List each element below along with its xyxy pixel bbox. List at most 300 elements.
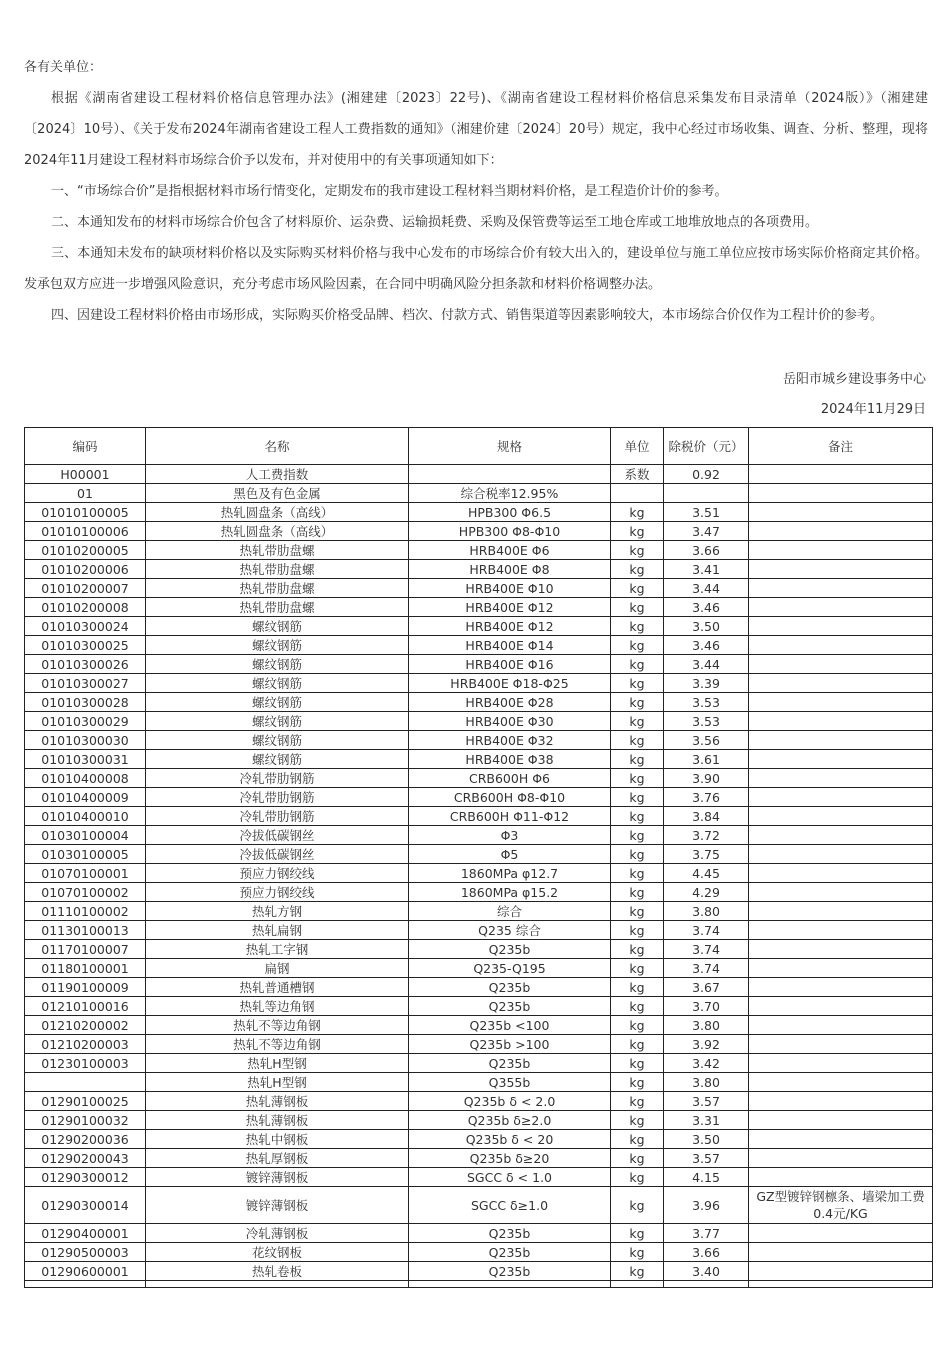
cell-spec: HRB400E Φ32 xyxy=(409,731,611,750)
cell-note xyxy=(749,731,933,750)
table-row xyxy=(25,674,933,693)
table-row xyxy=(25,1262,933,1281)
cell-unit: kg xyxy=(611,1224,664,1243)
cell-name: 热轧不等边角钢 xyxy=(146,1016,409,1035)
cell-price: 3.74 xyxy=(664,959,749,978)
cell-note: GZ型镀锌钢檩条、墙梁加工费0.4元/KG xyxy=(749,1187,933,1224)
header-name: 名称 xyxy=(146,428,409,465)
table-row xyxy=(25,1149,933,1168)
cell-code: 01210200002 xyxy=(25,1016,146,1035)
cell-price: 3.44 xyxy=(664,655,749,674)
cell-spec: Q235b xyxy=(409,1224,611,1243)
cell-code: 01290100025 xyxy=(25,1092,146,1111)
cell-unit: kg xyxy=(611,978,664,997)
cell-price: 3.57 xyxy=(664,1149,749,1168)
cell-note xyxy=(749,503,933,522)
cell-code: 01010200008 xyxy=(25,598,146,617)
empty-cell xyxy=(409,1281,611,1288)
cell-unit: kg xyxy=(611,1243,664,1262)
table-row xyxy=(25,1054,933,1073)
cell-code: 01290500003 xyxy=(25,1243,146,1262)
cell-spec: HRB400E Φ6 xyxy=(409,541,611,560)
cell-name: 扁钢 xyxy=(146,959,409,978)
cell-unit: kg xyxy=(611,560,664,579)
header-unit: 单位 xyxy=(611,428,664,465)
paragraph-item-4: 四、因建设工程材料价格由市场形成，实际购买价格受品牌、档次、付款方式、销售渠道等因素影响较大，本市场综合价仅作为工程计价的参考。 xyxy=(51,308,884,323)
cell-unit: kg xyxy=(611,598,664,617)
cell-unit: kg xyxy=(611,712,664,731)
cell-price: 3.42 xyxy=(664,1054,749,1073)
issue-date: 2024年11月29日 xyxy=(820,402,926,417)
cell-price: 3.50 xyxy=(664,1130,749,1149)
table-row xyxy=(25,522,933,541)
cell-name: 花纹钢板 xyxy=(146,1243,409,1262)
cell-code: 01070100001 xyxy=(25,864,146,883)
cell-spec: HRB400E Φ12 xyxy=(409,617,611,636)
cell-code: 01 xyxy=(25,484,146,503)
cell-unit: kg xyxy=(611,1187,664,1224)
table-row xyxy=(25,598,933,617)
cell-note xyxy=(749,1130,933,1149)
cell-name: 冷拔低碳钢丝 xyxy=(146,845,409,864)
cell-unit: kg xyxy=(611,1016,664,1035)
cell-note xyxy=(749,655,933,674)
cell-code: 01290200043 xyxy=(25,1149,146,1168)
cell-unit: kg xyxy=(611,902,664,921)
cell-spec: Q235b >100 xyxy=(409,1035,611,1054)
header-code: 编码 xyxy=(25,428,146,465)
cell-code: H00001 xyxy=(25,465,146,484)
cell-spec: 1860MPa φ12.7 xyxy=(409,864,611,883)
cell-name: 螺纹钢筋 xyxy=(146,693,409,712)
cell-note xyxy=(749,1016,933,1035)
cell-price: 3.50 xyxy=(664,617,749,636)
cell-price: 3.40 xyxy=(664,1262,749,1281)
empty-cell xyxy=(749,1281,933,1288)
cell-note xyxy=(749,864,933,883)
cell-unit xyxy=(611,484,664,503)
cell-spec: Φ5 xyxy=(409,845,611,864)
cell-name: 冷轧带肋钢筋 xyxy=(146,788,409,807)
cell-code: 01290200036 xyxy=(25,1130,146,1149)
cell-spec: CRB600H Φ8-Φ10 xyxy=(409,788,611,807)
cell-name: 螺纹钢筋 xyxy=(146,617,409,636)
cell-unit: kg xyxy=(611,1073,664,1092)
cell-code: 01010300025 xyxy=(25,636,146,655)
cell-price: 3.53 xyxy=(664,712,749,731)
cell-price: 3.31 xyxy=(664,1111,749,1130)
cell-price: 3.57 xyxy=(664,1092,749,1111)
cell-spec: Q235b xyxy=(409,940,611,959)
cell-note xyxy=(749,1243,933,1262)
cell-code: 01290600001 xyxy=(25,1262,146,1281)
cell-price: 3.46 xyxy=(664,636,749,655)
table-row xyxy=(25,655,933,674)
cell-name: 热轧卷板 xyxy=(146,1262,409,1281)
cell-code: 01210200003 xyxy=(25,1035,146,1054)
table-row xyxy=(25,560,933,579)
cell-code: 01070100002 xyxy=(25,883,146,902)
cell-unit: kg xyxy=(611,693,664,712)
cell-code: 01010300028 xyxy=(25,693,146,712)
cell-code: 01290300014 xyxy=(25,1187,146,1224)
cell-name: 冷轧薄钢板 xyxy=(146,1224,409,1243)
cell-spec: HRB400E Φ38 xyxy=(409,750,611,769)
cell-note xyxy=(749,541,933,560)
cell-name: 冷轧带肋钢筋 xyxy=(146,769,409,788)
cell-price: 3.80 xyxy=(664,1073,749,1092)
cell-code: 01010400009 xyxy=(25,788,146,807)
cell-spec xyxy=(409,465,611,484)
cell-code: 01170100007 xyxy=(25,940,146,959)
cell-price: 3.72 xyxy=(664,826,749,845)
cell-unit: kg xyxy=(611,1092,664,1111)
paragraph-item-3: 三、本通知未发布的缺项材料价格以及实际购买材料价格与我中心发布的市场综合价有较大出入的，建设单位与施工单位应按市场实际价格商定其价格。发承包双方应进一步增强风险意识，充分考虑市场风险因素，在合同中明确风险分担条款和材料价格调整办法。 xyxy=(24,246,928,292)
cell-name: 镀锌薄钢板 xyxy=(146,1187,409,1224)
cell-spec: Q235b xyxy=(409,997,611,1016)
cell-code: 01190100009 xyxy=(25,978,146,997)
table-row xyxy=(25,1035,933,1054)
cell-code: 01130100013 xyxy=(25,921,146,940)
cell-price xyxy=(664,484,749,503)
cell-spec: HRB400E Φ8 xyxy=(409,560,611,579)
table-row xyxy=(25,484,933,503)
cell-spec: HPB300 Φ6.5 xyxy=(409,503,611,522)
cell-name: 热轧等边角钢 xyxy=(146,997,409,1016)
table-row xyxy=(25,750,933,769)
cell-spec: SGCC δ≥1.0 xyxy=(409,1187,611,1224)
cell-price: 3.80 xyxy=(664,1016,749,1035)
cell-spec: HRB400E Φ12 xyxy=(409,598,611,617)
cell-name: 热轧圆盘条（高线） xyxy=(146,522,409,541)
table-row xyxy=(25,1187,933,1224)
cell-code: 01180100001 xyxy=(25,959,146,978)
cell-note xyxy=(749,997,933,1016)
cell-unit: kg xyxy=(611,1262,664,1281)
cell-note xyxy=(749,674,933,693)
cell-code: 01010300024 xyxy=(25,617,146,636)
cell-note xyxy=(749,769,933,788)
table-row xyxy=(25,1073,933,1092)
cell-code: 01290100032 xyxy=(25,1111,146,1130)
cell-unit: kg xyxy=(611,636,664,655)
empty-cell xyxy=(146,1281,409,1288)
cell-price: 3.76 xyxy=(664,788,749,807)
cell-code: 01010200005 xyxy=(25,541,146,560)
cell-spec: Q235b δ < 20 xyxy=(409,1130,611,1149)
table-row xyxy=(25,769,933,788)
cell-note xyxy=(749,826,933,845)
cell-price: 3.96 xyxy=(664,1187,749,1224)
cell-name: 人工费指数 xyxy=(146,465,409,484)
cell-price: 3.39 xyxy=(664,674,749,693)
cell-name: 热轧中钢板 xyxy=(146,1130,409,1149)
cell-note xyxy=(749,845,933,864)
paragraph-item-2: 二、本通知发布的材料市场综合价包含了材料原价、运杂费、运输损耗费、采购及保管费等运至工地仓库或工地堆放地点的各项费用。 xyxy=(51,215,819,230)
cell-unit: kg xyxy=(611,1035,664,1054)
table-row xyxy=(25,997,933,1016)
cell-unit: kg xyxy=(611,579,664,598)
cell-price: 0.92 xyxy=(664,465,749,484)
table-row xyxy=(25,1168,933,1187)
cell-spec: 1860MPa φ15.2 xyxy=(409,883,611,902)
cell-name: 热轧方钢 xyxy=(146,902,409,921)
cell-name: 黑色及有色金属 xyxy=(146,484,409,503)
table-row xyxy=(25,465,933,484)
cell-code: 01010400008 xyxy=(25,769,146,788)
cell-note xyxy=(749,579,933,598)
table-row xyxy=(25,978,933,997)
table-row xyxy=(25,503,933,522)
cell-note xyxy=(749,1224,933,1243)
cell-name: 预应力钢绞线 xyxy=(146,883,409,902)
cell-spec: Q235b xyxy=(409,1262,611,1281)
cell-code: 01110100002 xyxy=(25,902,146,921)
cell-note xyxy=(749,636,933,655)
cell-note xyxy=(749,940,933,959)
table-row xyxy=(25,541,933,560)
cell-note xyxy=(749,522,933,541)
empty-cell xyxy=(25,1281,146,1288)
cell-unit: kg xyxy=(611,807,664,826)
cell-unit: kg xyxy=(611,655,664,674)
table-row xyxy=(25,883,933,902)
table-row xyxy=(25,693,933,712)
cell-code: 01010400010 xyxy=(25,807,146,826)
cell-spec: HRB400E Φ16 xyxy=(409,655,611,674)
cell-unit: kg xyxy=(611,959,664,978)
table-row xyxy=(25,788,933,807)
issuing-organization: 岳阳市城乡建设事务中心 xyxy=(782,372,926,387)
paragraph-item-1: 一、“市场综合价”是指根据材料市场行情变化，定期发布的我市建设工程材料当期材料价格，是工程造价计价的参考。 xyxy=(51,184,728,199)
table-row xyxy=(25,845,933,864)
cell-price: 3.51 xyxy=(664,503,749,522)
cell-unit: kg xyxy=(611,617,664,636)
cell-spec: SGCC δ < 1.0 xyxy=(409,1168,611,1187)
table-row xyxy=(25,826,933,845)
cell-unit: kg xyxy=(611,997,664,1016)
cell-note xyxy=(749,1035,933,1054)
cell-unit: kg xyxy=(611,826,664,845)
cell-price: 3.56 xyxy=(664,731,749,750)
cell-spec: HPB300 Φ8-Φ10 xyxy=(409,522,611,541)
cell-spec: Q235-Q195 xyxy=(409,959,611,978)
cell-code: 01030100005 xyxy=(25,845,146,864)
cell-name: 热轧厚钢板 xyxy=(146,1149,409,1168)
cell-code: 01010300031 xyxy=(25,750,146,769)
cell-unit: kg xyxy=(611,731,664,750)
cell-note xyxy=(749,750,933,769)
empty-cell xyxy=(664,1281,749,1288)
cell-unit: kg xyxy=(611,788,664,807)
cell-spec: HRB400E Φ28 xyxy=(409,693,611,712)
cell-name: 热轧薄钢板 xyxy=(146,1111,409,1130)
cell-name: 热轧工字钢 xyxy=(146,940,409,959)
header-spec: 规格 xyxy=(409,428,611,465)
cell-price: 3.90 xyxy=(664,769,749,788)
table-row xyxy=(25,864,933,883)
cell-price: 3.80 xyxy=(664,902,749,921)
cell-note xyxy=(749,1111,933,1130)
cell-code xyxy=(25,1073,146,1092)
cell-price: 4.15 xyxy=(664,1168,749,1187)
cell-price: 3.92 xyxy=(664,1035,749,1054)
table-row-continuation xyxy=(25,1281,933,1288)
cell-name: 热轧圆盘条（高线） xyxy=(146,503,409,522)
cell-spec: Q235b <100 xyxy=(409,1016,611,1035)
cell-price: 3.67 xyxy=(664,978,749,997)
cell-spec: HRB400E Φ18-Φ25 xyxy=(409,674,611,693)
table-row xyxy=(25,1243,933,1262)
cell-code: 01010100006 xyxy=(25,522,146,541)
cell-name: 热轧薄钢板 xyxy=(146,1092,409,1111)
cell-price: 4.29 xyxy=(664,883,749,902)
cell-code: 01010300027 xyxy=(25,674,146,693)
cell-spec: CRB600H Φ6 xyxy=(409,769,611,788)
cell-code: 01030100004 xyxy=(25,826,146,845)
header-note: 备注 xyxy=(749,428,933,465)
cell-name: 热轧带肋盘螺 xyxy=(146,560,409,579)
cell-name: 螺纹钢筋 xyxy=(146,750,409,769)
cell-price: 3.75 xyxy=(664,845,749,864)
table-row xyxy=(25,921,933,940)
table-row xyxy=(25,1224,933,1243)
cell-spec: Q235b δ≥20 xyxy=(409,1149,611,1168)
cell-note xyxy=(749,959,933,978)
cell-price: 3.77 xyxy=(664,1224,749,1243)
cell-name: 热轧H型钢 xyxy=(146,1073,409,1092)
table-row xyxy=(25,617,933,636)
table-row xyxy=(25,636,933,655)
cell-price: 3.66 xyxy=(664,541,749,560)
cell-spec: 综合税率12.95% xyxy=(409,484,611,503)
salutation: 各有关单位： xyxy=(24,60,103,75)
table-row xyxy=(25,807,933,826)
cell-price: 4.45 xyxy=(664,864,749,883)
cell-note xyxy=(749,1073,933,1092)
cell-code: 01010300026 xyxy=(25,655,146,674)
cell-name: 预应力钢绞线 xyxy=(146,864,409,883)
cell-unit: kg xyxy=(611,921,664,940)
cell-code: 01010200007 xyxy=(25,579,146,598)
cell-price: 3.70 xyxy=(664,997,749,1016)
table-header-row xyxy=(25,428,933,465)
cell-price: 3.44 xyxy=(664,579,749,598)
cell-price: 3.74 xyxy=(664,921,749,940)
cell-note xyxy=(749,1149,933,1168)
cell-note xyxy=(749,807,933,826)
cell-unit: kg xyxy=(611,1111,664,1130)
notice-body xyxy=(24,52,928,331)
cell-name: 热轧普通槽钢 xyxy=(146,978,409,997)
cell-unit: kg xyxy=(611,522,664,541)
cell-unit: kg xyxy=(611,1130,664,1149)
cell-spec: HRB400E Φ30 xyxy=(409,712,611,731)
cell-price: 3.66 xyxy=(664,1243,749,1262)
cell-spec: Φ3 xyxy=(409,826,611,845)
cell-name: 螺纹钢筋 xyxy=(146,674,409,693)
cell-spec: CRB600H Φ11-Φ12 xyxy=(409,807,611,826)
cell-price: 3.84 xyxy=(664,807,749,826)
cell-note xyxy=(749,902,933,921)
cell-spec: Q235b xyxy=(409,978,611,997)
cell-name: 螺纹钢筋 xyxy=(146,636,409,655)
cell-note xyxy=(749,693,933,712)
cell-unit: 系数 xyxy=(611,465,664,484)
price-table xyxy=(24,427,933,1288)
cell-code: 01290300012 xyxy=(25,1168,146,1187)
cell-note xyxy=(749,883,933,902)
cell-spec: HRB400E Φ10 xyxy=(409,579,611,598)
cell-name: 冷拔低碳钢丝 xyxy=(146,826,409,845)
cell-name: 螺纹钢筋 xyxy=(146,655,409,674)
cell-name: 热轧扁钢 xyxy=(146,921,409,940)
cell-name: 热轧H型钢 xyxy=(146,1054,409,1073)
cell-price: 3.41 xyxy=(664,560,749,579)
cell-unit: kg xyxy=(611,1149,664,1168)
cell-code: 01290400001 xyxy=(25,1224,146,1243)
cell-note xyxy=(749,1262,933,1281)
cell-name: 镀锌薄钢板 xyxy=(146,1168,409,1187)
cell-code: 01010100005 xyxy=(25,503,146,522)
cell-price: 3.53 xyxy=(664,693,749,712)
cell-note xyxy=(749,617,933,636)
table-row xyxy=(25,902,933,921)
table-row xyxy=(25,1016,933,1035)
cell-price: 3.74 xyxy=(664,940,749,959)
cell-note xyxy=(749,712,933,731)
table-row xyxy=(25,579,933,598)
cell-spec: Q235b δ < 2.0 xyxy=(409,1092,611,1111)
cell-unit: kg xyxy=(611,1054,664,1073)
cell-note xyxy=(749,978,933,997)
cell-unit: kg xyxy=(611,750,664,769)
table-row xyxy=(25,1111,933,1130)
cell-note xyxy=(749,598,933,617)
cell-code: 01010300030 xyxy=(25,731,146,750)
table-row xyxy=(25,940,933,959)
cell-unit: kg xyxy=(611,769,664,788)
price-table-body xyxy=(25,465,933,1288)
empty-cell xyxy=(611,1281,664,1288)
cell-name: 热轧带肋盘螺 xyxy=(146,598,409,617)
cell-note xyxy=(749,921,933,940)
cell-spec: Q235b δ≥2.0 xyxy=(409,1111,611,1130)
cell-note xyxy=(749,465,933,484)
cell-name: 热轧带肋盘螺 xyxy=(146,579,409,598)
cell-note xyxy=(749,1054,933,1073)
cell-spec: 综合 xyxy=(409,902,611,921)
table-row xyxy=(25,731,933,750)
cell-unit: kg xyxy=(611,541,664,560)
cell-unit: kg xyxy=(611,883,664,902)
cell-name: 冷轧带肋钢筋 xyxy=(146,807,409,826)
cell-name: 螺纹钢筋 xyxy=(146,712,409,731)
header-price: 除税价（元） xyxy=(664,428,749,465)
cell-price: 3.46 xyxy=(664,598,749,617)
cell-code: 01230100003 xyxy=(25,1054,146,1073)
cell-note xyxy=(749,1168,933,1187)
cell-unit: kg xyxy=(611,940,664,959)
paragraph-basis: 根据《湖南省建设工程材料价格信息管理办法》(湘建建〔2023〕22号)、《湖南省建设工程材料价格信息采集发布目录清单（2024版）》（湘建建〔2024〕10号）、《关于发布2024年湖南省建设工程人工费指数的通知》（湘建价建〔2024〕20号）规定，我中心经过市场收集、调查、分析、整理，现将2024年11月建设工程材料市场综合价予以发布，并对使用中的有关事项通知如下： xyxy=(24,91,928,168)
cell-note xyxy=(749,484,933,503)
cell-note xyxy=(749,1092,933,1111)
cell-price: 3.61 xyxy=(664,750,749,769)
cell-name: 热轧不等边角钢 xyxy=(146,1035,409,1054)
cell-unit: kg xyxy=(611,845,664,864)
cell-unit: kg xyxy=(611,503,664,522)
cell-code: 01010300029 xyxy=(25,712,146,731)
